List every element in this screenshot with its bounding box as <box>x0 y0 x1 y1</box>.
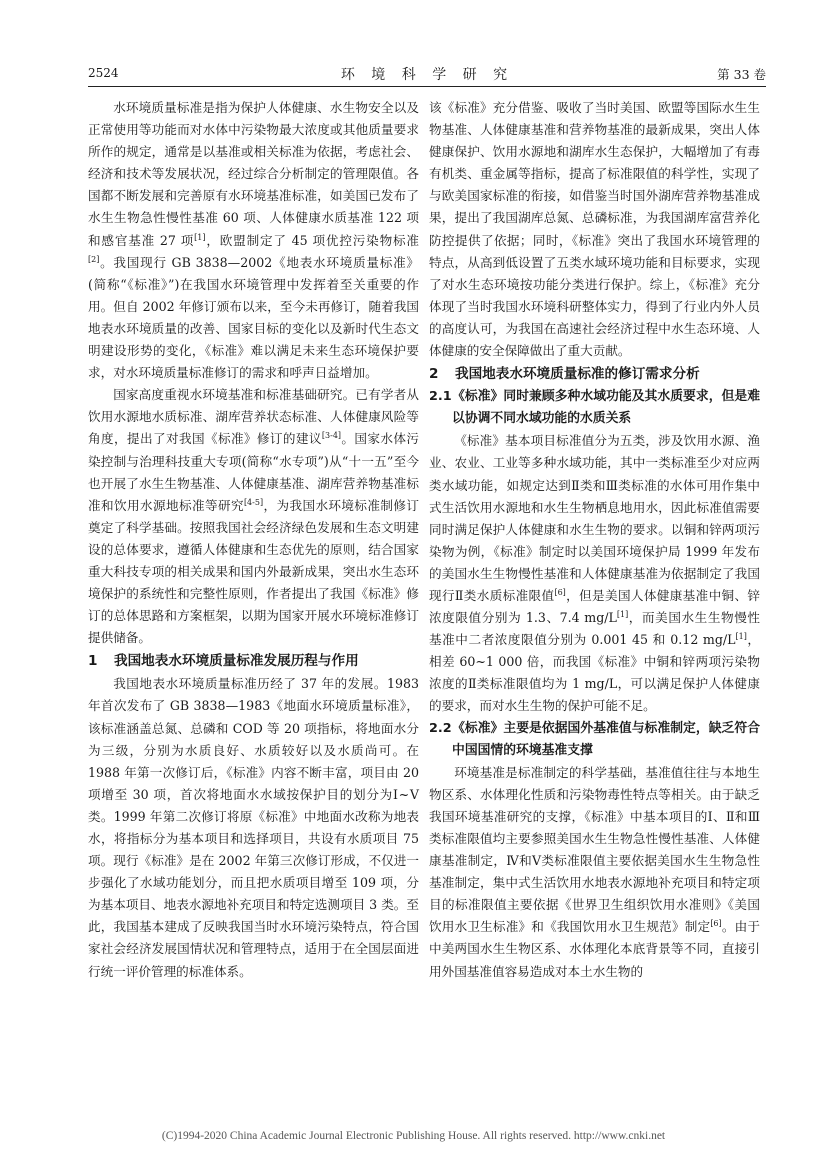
subsection-2-2-paragraph: 环境基准是标准制定的科学基础，基准值往往与本地生物区系、水体理化性质和污染物毒性特点等相关。由于缺乏我国环境基准研究的支撑，《标准》中基本项目的Ⅰ、Ⅱ和Ⅲ类标准限值均主要参照美国水生生物急性慢性基准、人体健康基准制定，Ⅳ和Ⅴ类标准限值主要依据美国水生生物急性基准制定，集中式生活饮用水地表水源地补充项目和特定项目的标准限值主要依据《世界卫生组织饮用水准则》《美国饮用水卫生标准》和《我国饮用水卫生规范》制定[6]。由于中美两国水生生物区系、水体理化本底背景等不同，直接引用外国基准值容易造成对本土水生物的 <box>429 764 761 979</box>
subsection-2-1-heading: 2.1《标准》同时兼顾多种水域功能及其水质要求，但是难以协调不同水域功能的水质关系 <box>429 389 760 427</box>
intro-paragraph-2: 国家高度重视水环境基准和标准基础研究。已有学者从饮用水源地水质标准、湖库营养状态标准、人体健康风险等角度，提出了对我国《标准》修订的建议[3-4]。国家水体污染控制与治理科技重大专项(简称“水专项”)从“十一五”至今也开展了水生生物基准、人体健康基准、湖库营养物基准标准和饮用水源地标准等研究[4-5]，为我国水环境标准制修订奠定了科学基础。按照我国社会经济绿色发展和生态文明建设的总体要求，遵循人体健康和生态优先的原则，结合国家重大科技专项的相关成果和国内外最新成果，突出水生态环境保护的系统性和完整性原则，作者提出了我国《标准》修订的总体思路和方案框架，以期为国家开展水环境标准修订提供储备。 <box>88 387 420 646</box>
section-1-paragraph: 我国地表水环境质量标准历经了 37 年的发展。1983 年首次发布了 GB 3838—1983《地面水环境质量标准》，该标准涵盖总氮、总磷和 COD 等 20 项指标，将地面水分为三级，分别为水质良好、水质较好以及水质尚可。在 1988 年第一次修订后，《标准》内容不断丰富，项目由 20 项增至 30 项，首次将地面水水域按保护目的划分为Ⅰ~Ⅴ类。1999 年第二次修订将原《标准》中地面水改称为地表水，将指标分为基本项目和选择项目，共设有水质项目 75 项。现行《标准》是在 2002 年第三次修订形成，不仅进一步强化了水域功能划分，而且把水质项目增至 109 项，分为基本项目、地表水源地补充项目和特定选测项目 3 类。至此，我国基本建成了反映我国当时水环境污染特点，符合国家社会经济发展国情状况和管理特点，适用于在全国层面进行统一评价管理的标准体系。 <box>88 676 419 979</box>
subsection-2-1-paragraph: 《标准》基本项目标准值分为五类，涉及饮用水源、渔业、农业、工业等多种水域功能，其中一类标准至少对应两类水域功能，如规定达到Ⅱ类和Ⅲ类标准的水体可用作集中式生活饮用水源地和水生生物栖息地用水，因此标准值需要同时满足保护人体健康和水生生物的要求。以铜和锌两项污染物为例，《标准》制定时以美国环境保护局 1999 年发布的美国水生生物慢性基准和人体健康基准为依据制定了我国现行Ⅱ类水质标准限值[6]，但是美国人体健康基准中铜、锌浓度限值分别为 1.3、7.4 mg/L[1]，而美国水生生物慢性基准中二者浓度限值分别为 0.001 45 和 0.12 mg/L[1]，相差 60~1 000 倍，而我国《标准》中铜和锌两项污染物浓度的Ⅱ类标准限值均为 1 mg/L，可以满足保护人体健康的要求，而对水生生物的保护可能不足。 <box>429 433 761 714</box>
citation-ref: [2] <box>88 254 100 264</box>
running-header <box>88 64 766 87</box>
citation-ref: [3-4] <box>321 431 342 441</box>
citation-ref: [1] <box>616 610 629 620</box>
section-1-heading: 1 我国地表水环境质量标准发展历程与作用 <box>88 653 359 670</box>
left-column <box>88 97 419 983</box>
continued-paragraph: 该《标准》充分借鉴、吸收了当时美国、欧盟等国际水生生物基准、人体健康基准和营养物基准的最新成果，突出人体健康保护、饮用水源地和湖库水生态保护，大幅增加了有毒有机类、重金属等指标，提高了标准限值的科学性，实现了与欧美国家标准的衔接，如借鉴当时国外湖库营养物基准成果，提出了我国湖库总氮、总磷标准，为我国湖库富营养化防控提供了依据；同时，《标准》突出了我国水环境管理的特点，从高到低设置了五类水域环境功能和目标要求，实现了对水生态环境按功能分类进行保护。综上，《标准》充分体现了当时我国水环境科研整体实力，得到了行业内外人员的高度认可，为我国在高速社会经济过程中水生态环境、人体健康的安全保障做出了重大贡献。 <box>429 100 760 359</box>
right-column <box>429 97 760 983</box>
citation-ref: [1] <box>735 632 747 642</box>
subsection-2-2-heading: 2.2《标准》主要是依据国外基准值与标准制定，缺乏符合中国国情的环境基准支撑 <box>429 720 760 758</box>
copyright-footer: (C)1994-2020 China Academic Journal Electronic Publishing House. All rights reserved. http://www.cnki.net <box>161 1130 666 1142</box>
section-2-heading: 2 我国地表水环境质量标准的修订需求分析 <box>429 366 700 383</box>
citation-ref: [4-5] <box>243 497 264 507</box>
citation-ref: [6] <box>554 587 566 597</box>
citation-ref: [1] <box>194 232 206 242</box>
intro-paragraph-1: 水环境质量标准是指为保护人体健康、水生物安全以及正常使用等功能而对水体中污染物最大浓度或其他质量要求所作的规定，通常是以基准或相关标准为依据，考虑社会、经济和技术等发展状况，经过综合分析制定的管理限值。各国都不断发展和完善原有水环境基准标准，如美国已发布了水生生物急性慢性基准 60 项、人体健康水质基准 122 项和感官基准 27 项[1]，欧盟制定了 45 项优控污染物标准[2]。我国现行 GB 3838—2002《地表水环境质量标准》(简称“《标准》”)在我国水环境管理中发挥着至关重要的作用。但自 2002 年修订颁布以来，至今未再修订，随着我国地表水环境质量的改善、国家目标的变化以及新时代生态文明建设形势的变化，《标准》难以满足未来生态环境保护要求，对水环境质量标准修订的需求和呼声日益增加。 <box>88 100 419 381</box>
page-number: 2524 <box>88 66 119 80</box>
journal-title: 环 境 科 学 研 究 <box>340 67 514 83</box>
volume-label: 第 33 卷 <box>717 67 766 82</box>
citation-ref: [6] <box>710 919 722 929</box>
